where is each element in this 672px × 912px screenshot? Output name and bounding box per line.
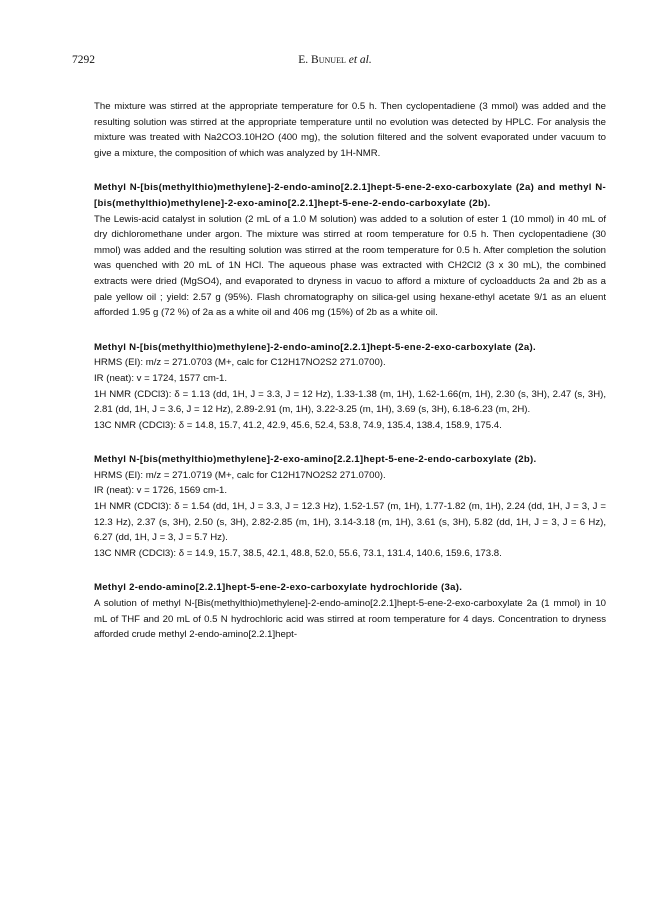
section-heading: Methyl 2-endo-amino[2.2.1]hept-5-ene-2-exo-carboxylate hydrochloride (3a).	[94, 582, 463, 594]
paragraph: 1H NMR (CDCl3): δ = 1.13 (dd, 1H, J = 3.3, J = 12 Hz), 1.33-1.38 (m, 1H), 1.62-1.66(m, 1H), 2.30 (s, 3H), 2.47 (s, 3H), 2.81 (dd, 1H, J = 3.6, J = 12 Hz), 2.89-2.91 (m, 1H), 3.22-3.25 (m, 1H), 3.69 (s, 3H), 6.18-6.23 (m, 2H).	[94, 388, 606, 416]
section-heading: Methyl N-[bis(methylthio)methylene]-2-endo-amino[2.2.1]hept-5-ene-2-exo-carboxylate (2a) and methyl N-[bis(methylthio)methylene]-2-exo-amino[2.2.1]hept-5-ene-2-endo-carboxylate (2b).	[94, 182, 606, 209]
section	[94, 452, 606, 561]
section	[94, 580, 606, 642]
paragraph: A solution of methyl N-[Bis(methylthio)methylene]-2-endo-amino[2.2.1]hept-5-ene-2-exo-carboxylate 2a (1 mmol) in 10 mL of THF and 20 mL of 0.5 N hydrochloric acid was stirred at room temperature for 4 days. Concentration to dryness afforded crude methyl 2-endo-amino[2.2.1]hept-	[94, 598, 606, 641]
paragraph: IR (neat): v = 1724, 1577 cm-1.	[94, 372, 228, 384]
section	[94, 99, 606, 161]
paragraph: HRMS (EI): m/z = 271.0719 (M+, calc for C12H17NO2S2 271.0700).	[94, 469, 386, 481]
page-number: 7292	[72, 54, 95, 66]
section	[94, 180, 606, 320]
article-body	[94, 99, 606, 662]
section-heading: Methyl N-[bis(methylthio)methylene]-2-endo-amino[2.2.1]hept-5-ene-2-exo-carboxylate (2a).	[94, 341, 536, 353]
page-header	[72, 54, 598, 70]
paragraph: HRMS (EI): m/z = 271.0703 (M+, calc for C12H17NO2S2 271.0700).	[94, 357, 386, 369]
author-small-caps: unuel	[318, 54, 346, 66]
paragraph: IR (neat): v = 1726, 1569 cm-1.	[94, 485, 228, 497]
section	[94, 340, 606, 434]
author-first: E. B	[298, 54, 319, 66]
paragraph: 1H NMR (CDCl3): δ = 1.54 (dd, 1H, J = 3.3, J = 12.3 Hz), 1.52-1.57 (m, 1H), 1.77-1.82 (m, 1H), 2.24 (dd, 1H, J = 3, J = 12.3 Hz), 2.37 (s, 3H), 2.50 (s, 3H), 2.82-2.85 (m, 1H), 3.14-3.18 (m, 1H), 3.61 (s, 3H), 5.82 (dd, 1H, J = 3, J = 6 Hz), 6.27 (dd, 1H, J = 3, J = 5.7 Hz).	[94, 501, 606, 544]
paragraph: 13C NMR (CDCl3): δ = 14.8, 15.7, 41.2, 42.9, 45.6, 52.4, 53.8, 74.9, 135.4, 138.4, 158.9, 175.4.	[94, 419, 502, 431]
section-heading: Methyl N-[bis(methylthio)methylene]-2-exo-amino[2.2.1]hept-5-ene-2-endo-carboxylate (2b).	[94, 454, 537, 466]
paragraph: The Lewis-acid catalyst in solution (2 mL of a 1.0 M solution) was added to a solution of ester 1 (10 mmol) in 40 mL of dry dichloromethane under argon. The mixture was stirred at room temperature for 0.5 h. Then cyclopentadiene (30 mmol) was added and the resulting solution was stirred at the room temperature for 0.5 h. After completion the solution was quenched with 20 mL of 1N HCl. The aqueous phase was extracted with CH2Cl2 (3 x 30 mL), the combined extracts were dried (MgSO4), and evaporated to dryness in vacuo to afford a mixture of cycloadducts 2a and 2b as a pale yellow oil ; yield: 2.57 g (95%). Flash chromatography on silica-gel using hexane-ethyl acetate 9/1 as an eluent afforded 1.95 g (72 %) of 2a as a white oil and 406 mg (15%) of 2b as a white oil.	[94, 213, 606, 319]
paragraph: The mixture was stirred at the appropriate temperature for 0.5 h. Then cyclopentadiene (3 mmol) was added and the resulting solution was stirred at the appropriate temperature until no evolution was detected by HPLC. For analysis the mixture was treated with Na2CO3.10H2O (400 mg), the solution filtered and the solvent evaporated under vacuum to give a mixture, the composition of which was analyzed by 1H-NMR.	[94, 101, 606, 159]
paragraph: 13C NMR (CDCl3): δ = 14.9, 15.7, 38.5, 42.1, 48.8, 52.0, 55.6, 73.1, 131.4, 140.6, 159.6, 173.8.	[94, 547, 502, 559]
running-head	[72, 54, 598, 66]
author-etal: et al.	[345, 54, 372, 66]
